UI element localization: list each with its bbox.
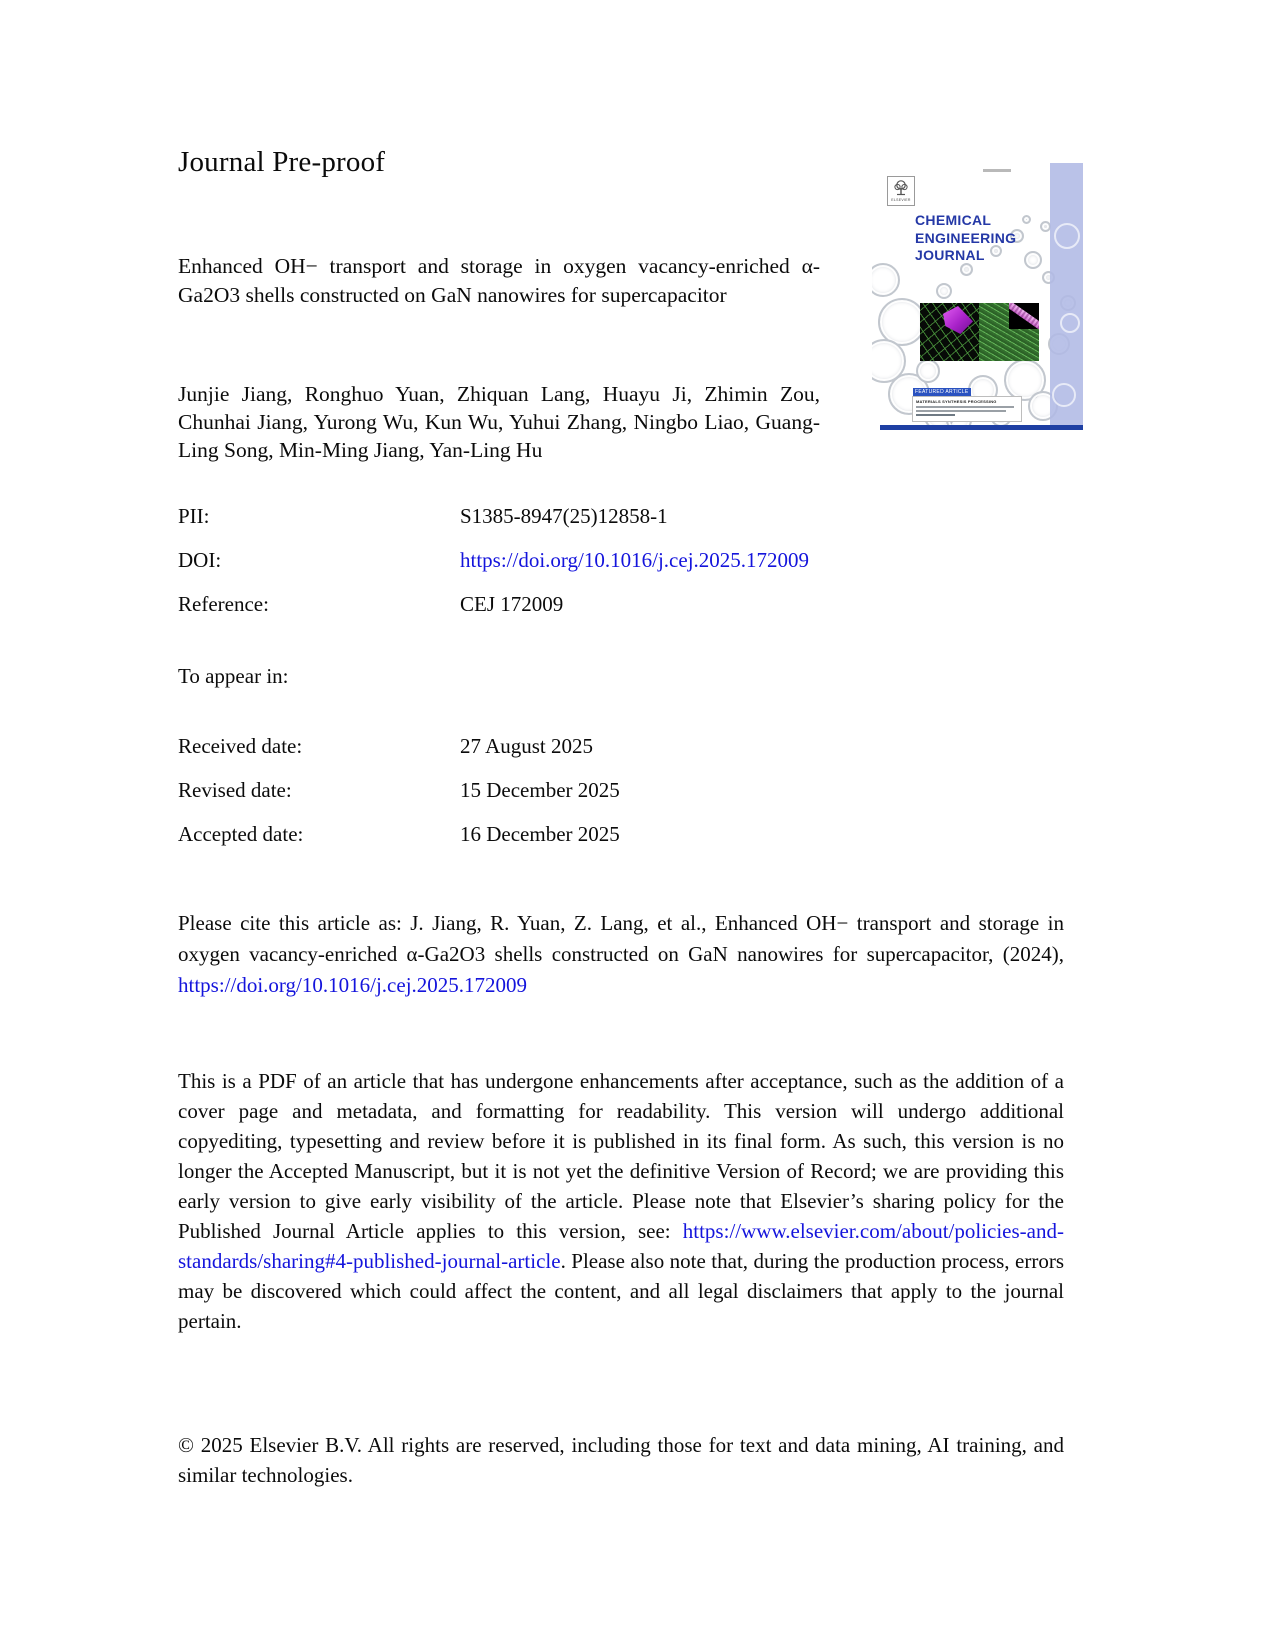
journal-cover <box>872 163 1083 430</box>
cover-small-text-bar <box>916 406 1014 408</box>
pii-row <box>178 504 809 548</box>
elsevier-tree-icon <box>892 179 910 197</box>
bubble <box>1024 251 1042 269</box>
nanowire-inset-image <box>1009 303 1039 329</box>
featured-article-banner: FEATURED ARTICLE <box>913 388 971 396</box>
nanowire-stripe <box>1009 303 1039 329</box>
cover-small-text-bar <box>916 414 955 416</box>
doi-label: DOI: <box>178 548 222 572</box>
cover-issue-text-bar <box>983 169 1011 172</box>
cover-side-band <box>1050 163 1083 425</box>
pii-value: S1385-8947(25)12858-1 <box>460 504 668 528</box>
micrograph-crystals-image <box>920 303 979 361</box>
disclaimer-paragraph <box>178 1066 1064 1336</box>
journal-name-line-2: ENGINEERING <box>915 229 1017 246</box>
journal-name-line-3: JOURNAL <box>915 247 985 263</box>
copyright-notice: © 2025 Elsevier B.V. All rights are reserved, including those for text and data mining, AI training, and similar technologies. <box>178 1433 1064 1487</box>
dates-block <box>178 734 620 866</box>
cover-bottom-bar <box>880 425 1083 430</box>
pii-label: PII: <box>178 504 210 528</box>
metadata-block <box>178 504 809 636</box>
featured-article-box <box>912 396 1022 422</box>
disclaimer-text-2: . Please also note that, during the production process, errors may be discovered which could affect the content, and all legal disclaimers that apply to the journal pertain. <box>178 1249 1064 1333</box>
bubble <box>916 359 940 383</box>
author-list: Junjie Jiang, Ronghuo Yuan, Zhiquan Lang, Huayu Ji, Zhimin Zou, Chunhai Jiang, Yurong Wu, Kun Wu, Yuhui Zhang, Ningbo Liao, Guang-Ling Song, Min-Ming Jiang, Yan-Ling Hu <box>178 382 820 462</box>
received-date-value: 27 August 2025 <box>460 734 594 758</box>
revised-date-row <box>178 778 620 822</box>
revised-date-value: 15 December 2025 <box>460 778 620 802</box>
to-appear-in-label: To appear in: <box>178 664 289 688</box>
article-title: Enhanced OH− transport and storage in oxygen vacancy-enriched α-Ga2O3 shells constructed on GaN nanowires for supercapacitor <box>178 254 820 307</box>
reference-value: CEJ 172009 <box>460 592 564 616</box>
citation-paragraph <box>178 908 1064 1001</box>
bubble <box>1052 383 1076 407</box>
journal-name <box>915 212 1016 265</box>
journal-name-line-1: CHEMICAL <box>915 212 992 228</box>
citation-text: Please cite this article as: J. Jiang, R. Yuan, Z. Lang, et al., Enhanced OH− transport and storage in oxygen vacancy-enriched α-Ga2O3 shells constructed on GaN nanowires for supercapacitor, (2024), <box>178 911 1064 966</box>
bubble <box>872 263 900 297</box>
elsevier-logo <box>887 176 915 206</box>
bubble <box>1060 313 1080 333</box>
magenta-crystal-shape <box>943 306 973 334</box>
sharing-policy-link[interactable]: https://www.elsevier.com/about/policies-and-standards/sharing#4-published-journal-article <box>178 1219 1064 1273</box>
bubble <box>1054 223 1080 249</box>
accepted-date-row <box>178 822 620 866</box>
doi-row <box>178 548 809 592</box>
doi-link[interactable]: https://doi.org/10.1016/j.cej.2025.172009 <box>460 548 810 572</box>
citation-doi-link[interactable]: https://doi.org/10.1016/j.cej.2025.172009 <box>178 973 528 997</box>
page-title: Journal Pre-proof <box>178 146 386 178</box>
micrograph-texture-image <box>979 303 1039 361</box>
received-date-row <box>178 734 620 778</box>
reference-label: Reference: <box>178 592 269 616</box>
bubble <box>1022 215 1031 224</box>
revised-date-label: Revised date: <box>178 778 292 802</box>
disclaimer-text-1: This is a PDF of an article that has undergone enhancements after acceptance, such as the addition of a cover page and metadata, and formatting for readability. This version will undergo additional copyediting, typesetting and review before it is published in its final form. As such, this version is no longer the Accepted Manuscript, but it is not yet the definitive Version of Record; we are providing this early version to give early visibility of the article. Please note that Elsevier’s sharing policy for the Published Journal Article applies to this version, see: <box>178 1069 1064 1243</box>
bubble <box>936 283 952 299</box>
cover-small-text-bar <box>916 410 1006 412</box>
accepted-date-label: Accepted date: <box>178 822 304 846</box>
publisher-name: ELSEVIER <box>891 198 911 202</box>
received-date-label: Received date: <box>178 734 303 758</box>
reference-row <box>178 592 809 636</box>
bubble <box>960 263 973 276</box>
featured-article-heading: MATERIALS SYNTHESIS PROCESSING <box>916 399 997 404</box>
accepted-date-value: 16 December 2025 <box>460 822 620 846</box>
